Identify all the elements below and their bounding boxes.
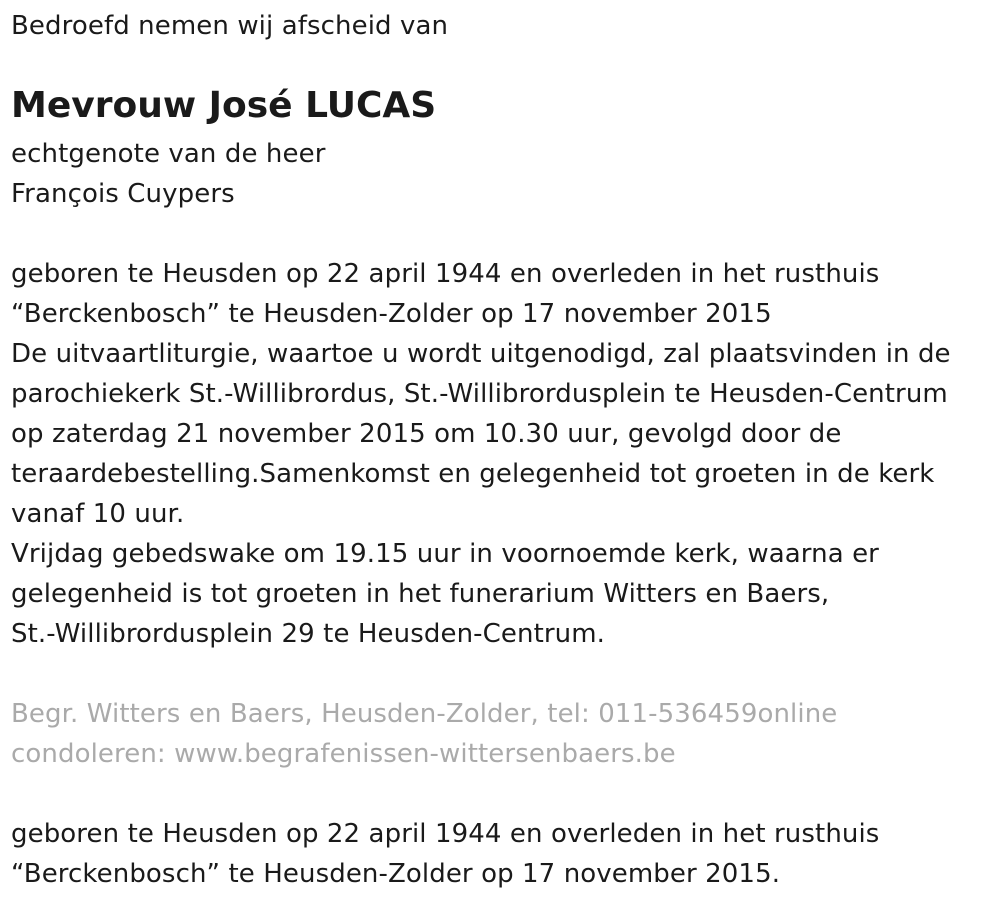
detail-line: gelegenheid is tot groeten in het funerarium Witters en Baers, xyxy=(11,579,830,609)
summary-line: geboren te Heusden op 22 april 1944 en overleden in het rusthuis xyxy=(11,819,880,849)
detail-line: St.-Willibrordusplein 29 te Heusden-Centrum. xyxy=(11,619,606,649)
detail-line: geboren te Heusden op 22 april 1944 en overleden in het rusthuis xyxy=(11,259,880,289)
details-block xyxy=(11,254,989,654)
detail-line: parochiekerk St.-Willibrordus, St.-Willibrordusplein te Heusden-Centrum xyxy=(11,379,948,409)
detail-line: vanaf 10 uur. xyxy=(11,499,185,529)
detail-line: De uitvaartliturgie, waartoe u wordt uitgenodigd, zal plaatsvinden in de xyxy=(11,339,951,369)
spacer xyxy=(11,214,989,254)
summary-line: “Berckenbosch” te Heusden-Zolder op 17 november 2015. xyxy=(11,859,781,889)
detail-line: Vrijdag gebedswake om 19.15 uur in voornoemde kerk, waarna er xyxy=(11,539,879,569)
spouse-line: François Cuypers xyxy=(11,179,235,209)
spouse-line: echtgenote van de heer xyxy=(11,139,326,169)
spouse-block xyxy=(11,134,989,214)
summary-block xyxy=(11,814,989,894)
detail-line: “Berckenbosch” te Heusden-Zolder op 17 november 2015 xyxy=(11,299,772,329)
detail-line: op zaterdag 21 november 2015 om 10.30 uur, gevolgd door de xyxy=(11,419,842,449)
funeral-home-line: Begr. Witters en Baers, Heusden-Zolder, tel: 011-536459online xyxy=(11,699,838,729)
intro-text: Bedroefd nemen wij afscheid van xyxy=(11,11,449,41)
deceased-name: Mevrouw José LUCAS xyxy=(11,85,437,126)
funeral-home-line: condoleren: www.begrafenissen-wittersenbaers.be xyxy=(11,739,676,769)
spacer xyxy=(11,774,989,814)
funeral-home-block xyxy=(11,694,989,774)
detail-line: teraardebestelling.Samenkomst en gelegenheid tot groeten in de kerk xyxy=(11,459,935,489)
spacer xyxy=(11,654,989,694)
